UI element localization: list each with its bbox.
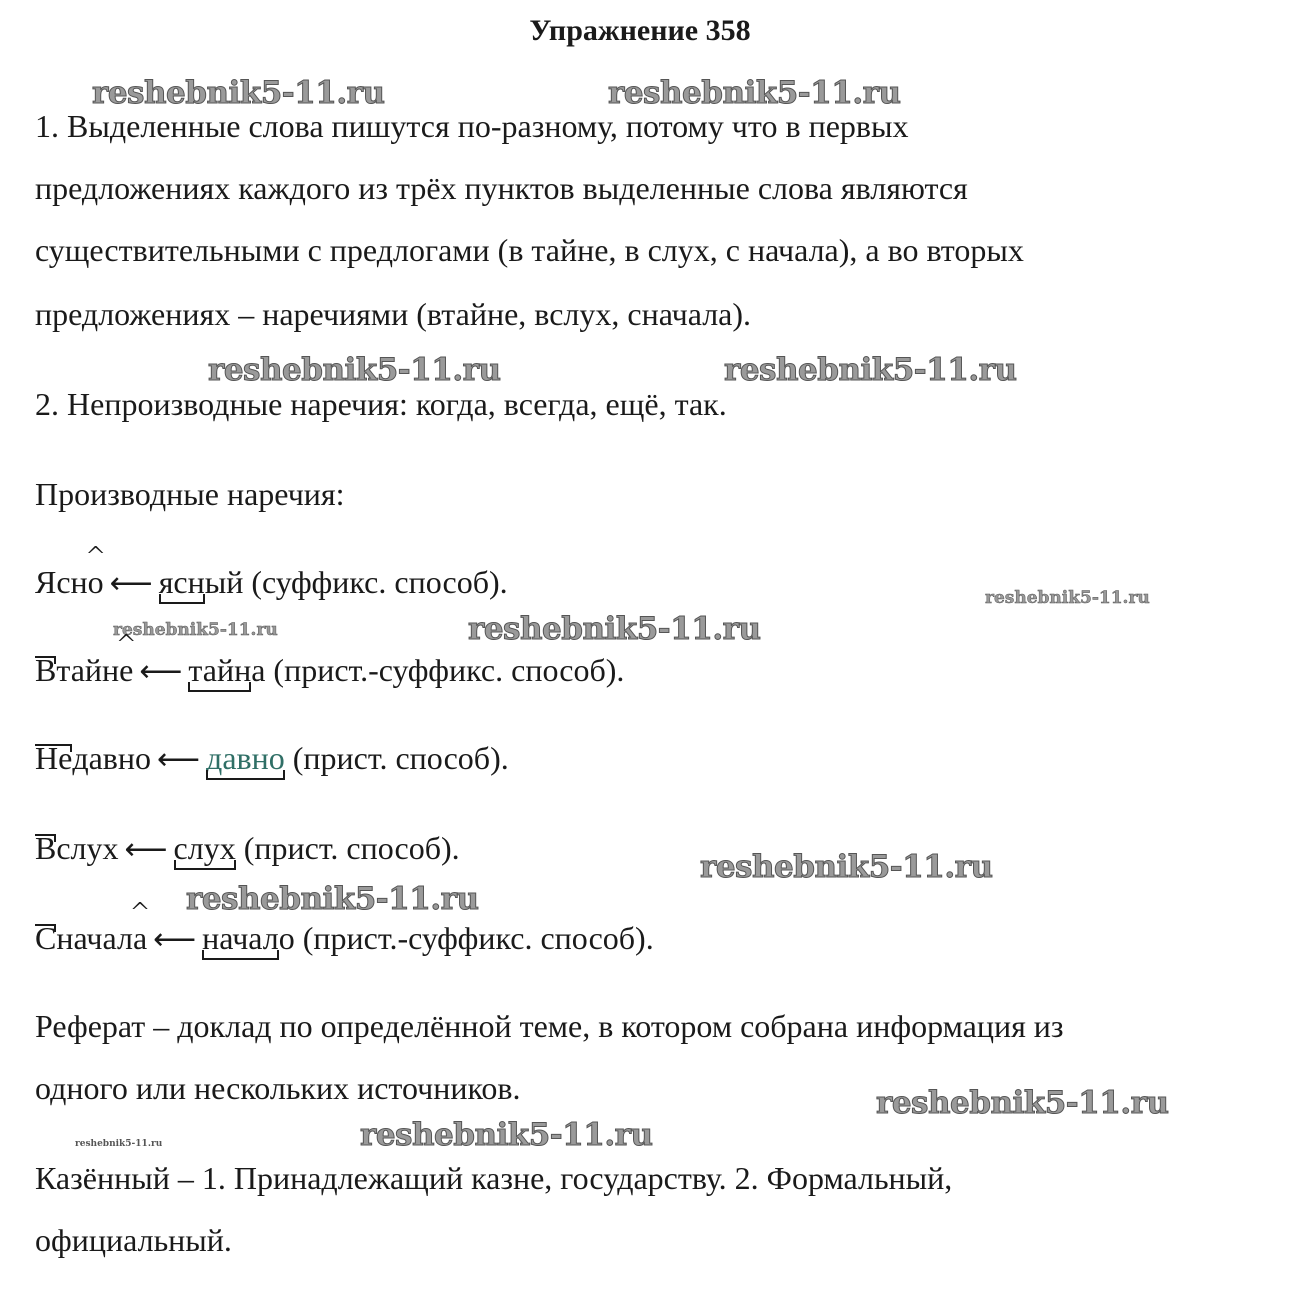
arrow-left-icon: ⟵: [157, 742, 201, 777]
derivation-row: [35, 654, 624, 687]
paragraph-line: предложениях – наречиями (втайне, вслух, сначала).: [35, 296, 752, 332]
watermark: reshebnik5-11.ru: [360, 1117, 653, 1153]
definition-line: Реферат – доклад по определённой теме, в котором собрана информация из: [35, 1008, 1064, 1044]
word-stem: тайн: [56, 652, 120, 688]
watermark: reshebnik5-11.ru: [608, 75, 901, 111]
definition-line: одного или нескольких источников.: [35, 1070, 521, 1106]
derivation-row: [35, 566, 508, 599]
watermark: reshebnik5-11.ru: [186, 881, 479, 917]
nonderived-adverbs: 2. Непроизводные наречия: когда, всегда, ещё, так.: [35, 386, 727, 422]
root-mark: тайн: [188, 652, 252, 688]
arrow-left-icon: ⟵: [139, 654, 183, 689]
root-mark: начал: [202, 920, 279, 956]
watermark: reshebnik5-11.ru: [468, 611, 761, 647]
arrow-left-icon: ⟵: [109, 566, 153, 601]
prefix-mark: В: [35, 830, 57, 866]
watermark: reshebnik5-11.ru: [700, 849, 993, 885]
derivation-rest: (прист. способ).: [235, 830, 460, 866]
derivation-row: [35, 832, 460, 865]
watermark: reshebnik5-11.ru: [876, 1085, 1169, 1121]
paragraph-line: существительными с предлогами (в тайне, в слух, с начала), а во вторых: [35, 232, 1024, 268]
definition-line: Казённый – 1. Принадлежащий казне, государству. 2. Формальный,: [35, 1160, 953, 1196]
paragraph-line: предложениях каждого из трёх пунктов выделенные слова являются: [35, 170, 968, 206]
derivation-rest: а (прист.-суффикс. способ).: [251, 652, 625, 688]
watermark: reshebnik5-11.ru: [92, 75, 385, 111]
derivation-rest: (прист. способ).: [284, 740, 509, 776]
watermark: reshebnik5-11.ru: [985, 588, 1150, 608]
root-mark: давно: [206, 740, 285, 776]
arrow-left-icon: ⟵: [153, 922, 197, 957]
page-title: Упражнение 358: [529, 14, 751, 47]
arrow-left-icon: ⟵: [124, 832, 168, 867]
suffix-mark: ^ е: [119, 654, 133, 686]
derivation-rest: ый (суффикс. способ).: [204, 564, 508, 600]
word-stem: давно: [72, 740, 152, 776]
word-stem: слух: [56, 830, 119, 866]
prefix-mark: Не: [35, 740, 73, 776]
word-stem: Ясн: [35, 564, 88, 600]
watermark: reshebnik5-11.ru: [208, 352, 501, 388]
definition-line: официальный.: [35, 1222, 232, 1258]
root-mark: ясн: [158, 564, 205, 600]
watermark: reshebnik5-11.ru: [75, 1139, 163, 1149]
derived-heading: Производные наречия:: [35, 476, 345, 512]
derivation-row: [35, 742, 509, 775]
watermark: reshebnik5-11.ru: [724, 352, 1017, 388]
paragraph-line: 1. Выделенные слова пишутся по-разному, потому что в первых: [35, 108, 909, 144]
prefix-mark: В: [35, 652, 57, 688]
word-stem: начал: [56, 920, 133, 956]
derivation-row: [35, 922, 654, 955]
suffix-mark: ^ а: [133, 922, 147, 954]
prefix-mark: С: [35, 920, 57, 956]
derivation-rest: о (прист.-суффикс. способ).: [278, 920, 654, 956]
root-mark: слух: [173, 830, 236, 866]
watermark: reshebnik5-11.ru: [113, 620, 278, 640]
suffix-mark: ^ о: [88, 566, 104, 598]
